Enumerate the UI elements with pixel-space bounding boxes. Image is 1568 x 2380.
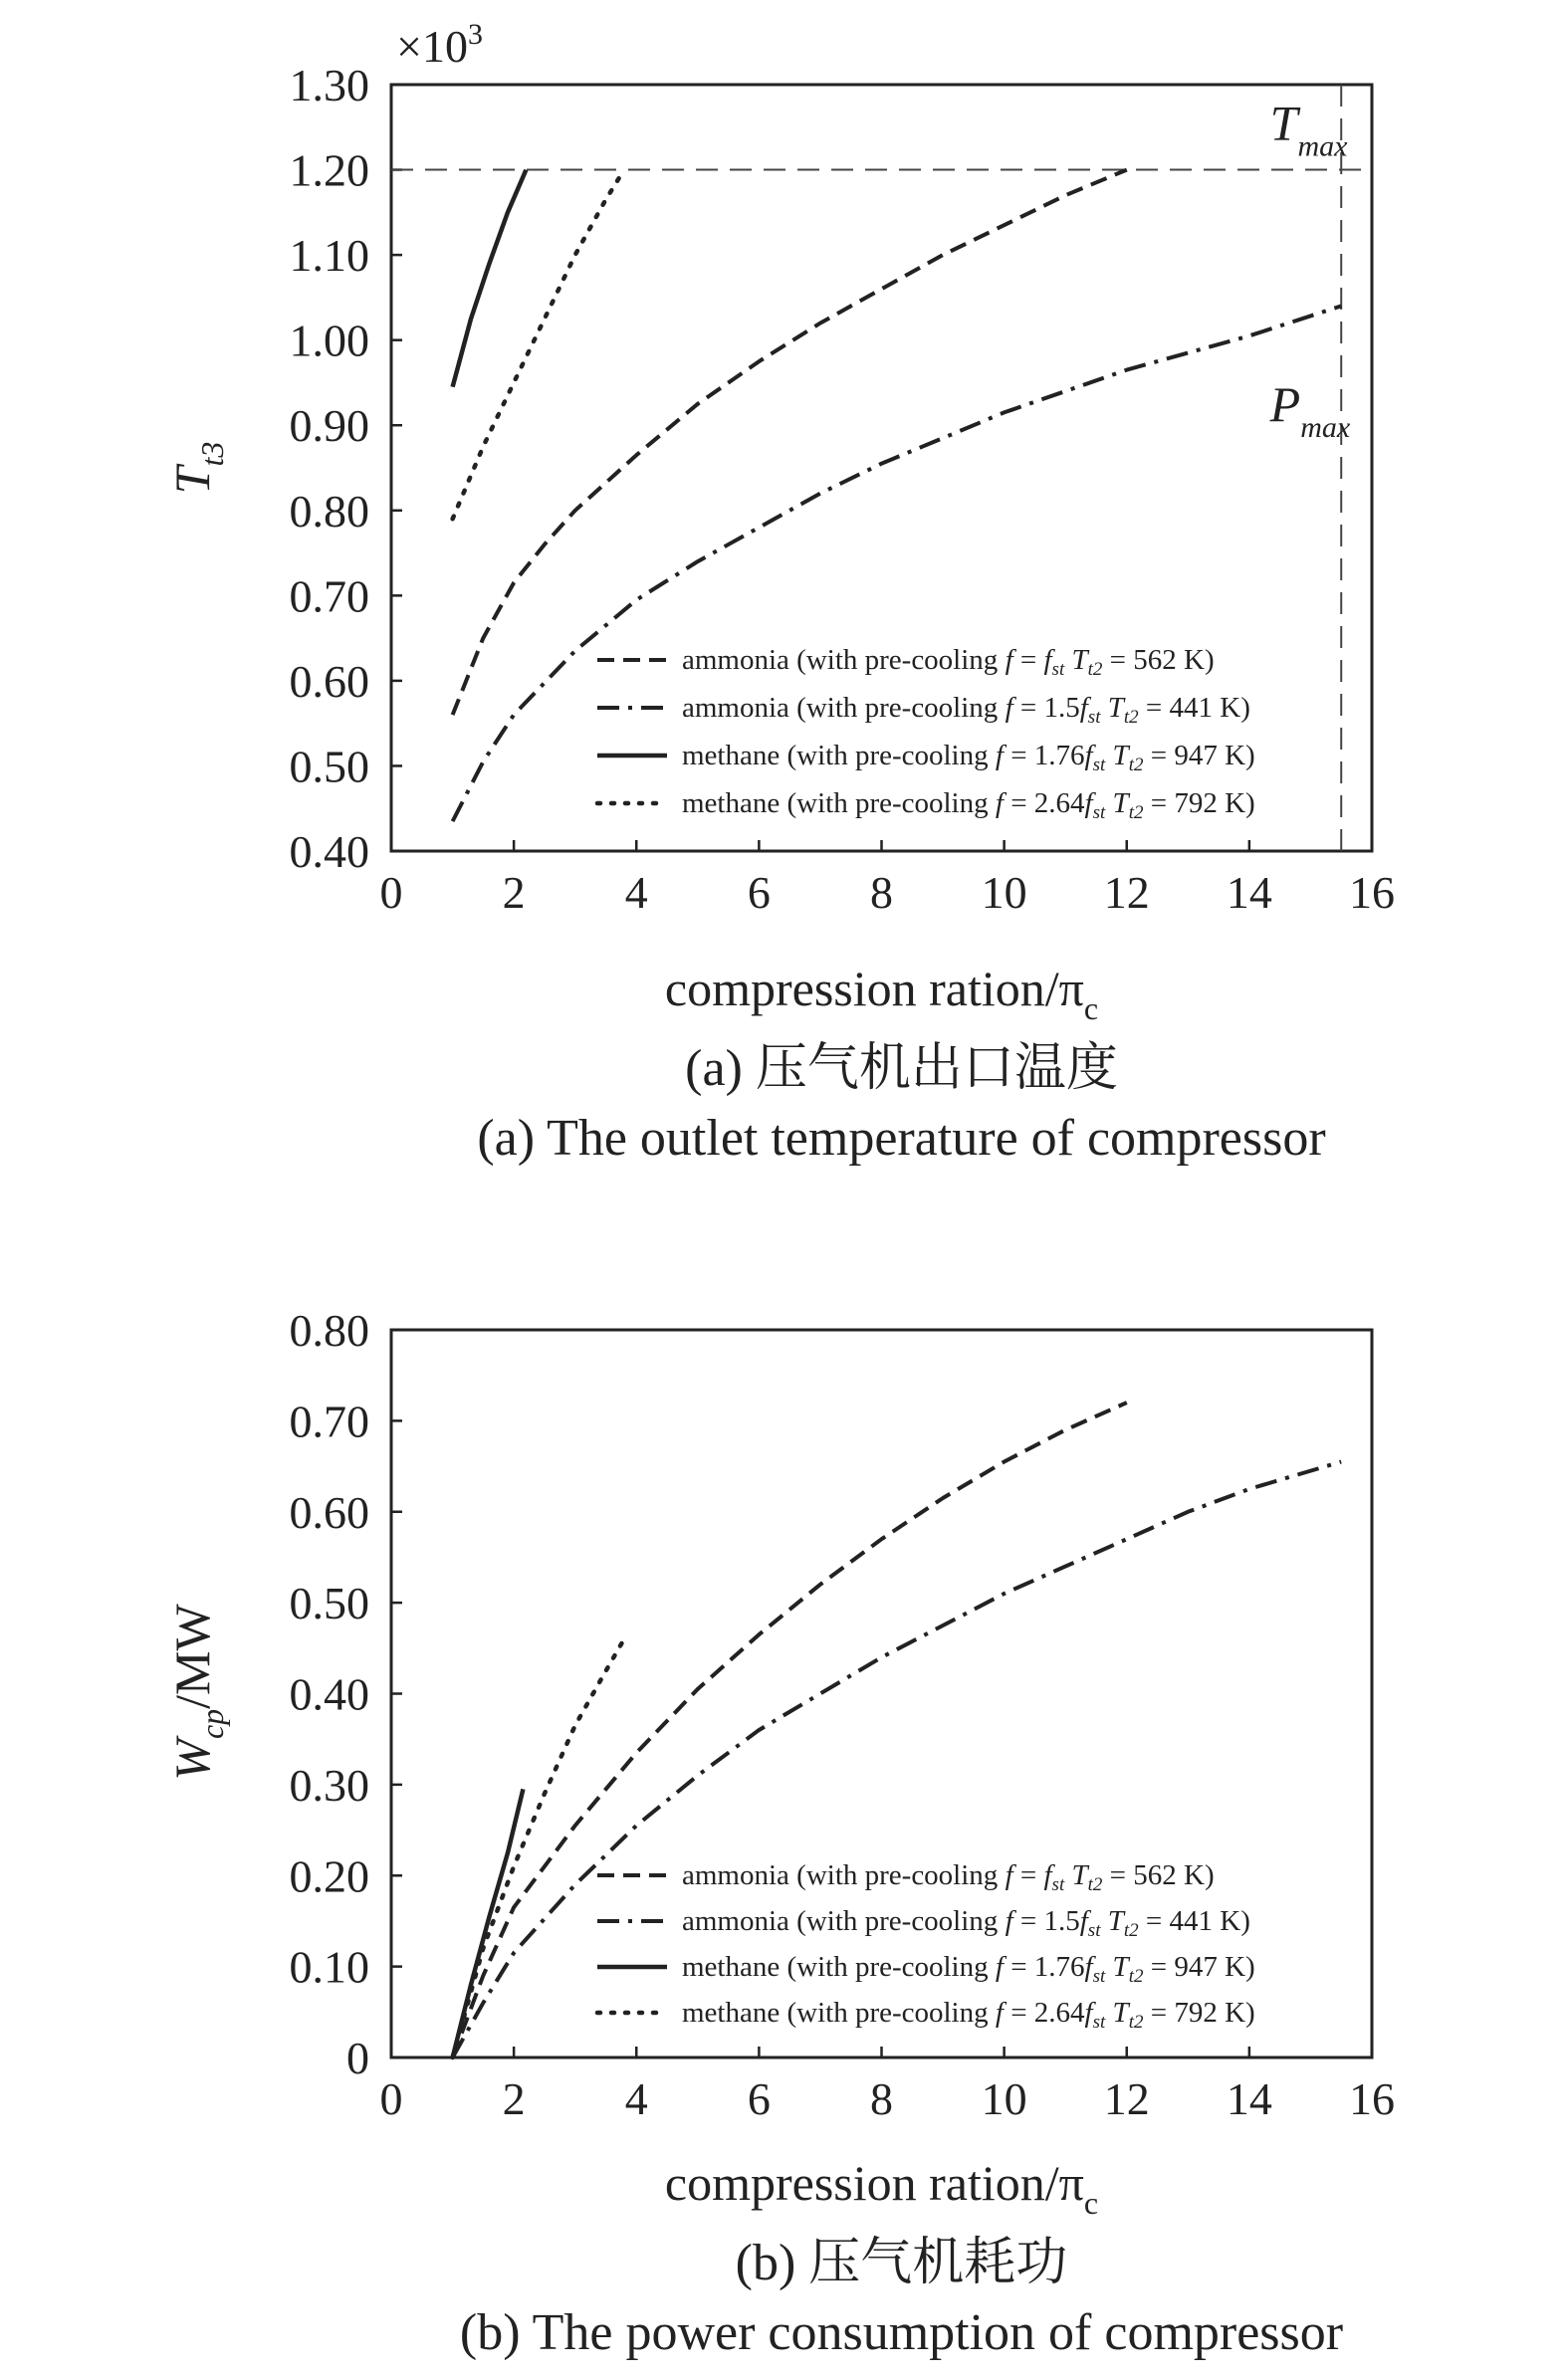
legend-coef: 1.5: [1043, 692, 1080, 724]
legend-f2: f: [1084, 740, 1093, 771]
legend-st-sub: st: [1092, 2012, 1106, 2033]
y-tick-label: 0.50: [289, 741, 369, 792]
annotation-tmax: [1270, 96, 1348, 163]
legend-coef: 2.64: [1033, 1997, 1085, 2029]
legend-prefix: ammonia (with pre-cooling: [682, 1905, 1006, 1937]
x-tick-label: 2: [502, 867, 526, 918]
legend-coef: 1.76: [1033, 740, 1085, 771]
annotation-pmax: [1269, 376, 1351, 444]
x-tick-label: 4: [624, 2073, 648, 2124]
legend-st-sub: st: [1087, 707, 1101, 728]
legend-prefix: methane (with pre-cooling: [682, 1997, 996, 2029]
x-tick-label: 2: [502, 2073, 526, 2124]
y-tick-label: 0.50: [289, 1578, 369, 1629]
y-tick-label: 0.70: [289, 570, 369, 622]
legend-eq: =: [1012, 1905, 1044, 1937]
y-axis-label-main: T: [164, 466, 220, 495]
legend-f: f: [1005, 1905, 1013, 1937]
legend-t2-sub: t2: [1128, 2012, 1144, 2033]
legend-f: f: [995, 740, 1004, 771]
legend-tail: = 947 K): [1143, 740, 1255, 771]
legend-t2-sub: t2: [1128, 802, 1144, 823]
x-tick-label: 10: [981, 2073, 1027, 2124]
caption-en: (a) The outlet temperature of compressor: [477, 1110, 1326, 1167]
x-axis-label-sub: c: [1083, 990, 1099, 1026]
legend-t: T: [1100, 692, 1124, 724]
legend-f2: f: [1043, 1859, 1052, 1891]
x-axis-label: [665, 961, 1098, 1026]
x-axis-label-main: compression ration/π: [664, 961, 1084, 1016]
legend-eq: =: [1003, 1951, 1034, 1983]
legend-f: f: [1005, 692, 1013, 724]
legend-entry-0: [682, 1859, 1215, 1895]
legend-st-sub: st: [1051, 1874, 1065, 1895]
legend-t: T: [1064, 1859, 1088, 1891]
legend-f2: f: [1079, 692, 1088, 724]
legend-t: T: [1105, 1951, 1129, 1983]
legend-f: f: [995, 1951, 1004, 1983]
legend-t: T: [1100, 1905, 1124, 1937]
legend-prefix: methane (with pre-cooling: [682, 740, 996, 771]
legend-eq: =: [1012, 644, 1044, 676]
y-axis-label-tail: /MW: [164, 1604, 220, 1709]
annotation-main: T: [1269, 95, 1298, 151]
series-line-3: [453, 1639, 624, 2057]
caption-zh: (b) 压气机耗功: [735, 2235, 1068, 2291]
legend-st-sub: st: [1087, 1920, 1101, 1941]
x-tick-label: 8: [870, 2073, 893, 2124]
legend-f2: f: [1043, 644, 1052, 676]
y-tick-label: 0.70: [289, 1396, 369, 1447]
series-line-2: [453, 170, 527, 387]
legend-eq: =: [1003, 787, 1034, 819]
x-axis-label-sub: c: [1083, 2185, 1099, 2221]
caption-en: (b) The power consumption of compressor: [459, 2304, 1344, 2361]
legend-t2-sub: t2: [1128, 1966, 1144, 1987]
y-axis-label: [164, 1603, 230, 1780]
legend-prefix: ammonia (with pre-cooling: [682, 1859, 1006, 1891]
legend-tail: = 441 K): [1138, 692, 1250, 724]
legend-eq: =: [1003, 740, 1034, 771]
legend-t2-sub: t2: [1128, 755, 1144, 775]
legend-st-sub: st: [1051, 659, 1065, 680]
legend-entry-1: [682, 692, 1250, 728]
y-multiplier-base: ×10: [396, 21, 468, 72]
legend-entry-0: [682, 644, 1215, 680]
legend-f2: f: [1084, 1997, 1093, 2029]
y-tick-label: 0.90: [289, 400, 369, 452]
x-tick-label: 12: [1103, 867, 1150, 918]
legend-f: f: [995, 1997, 1004, 2029]
legend-f2: f: [1084, 1951, 1093, 1983]
legend-prefix: ammonia (with pre-cooling: [682, 644, 1006, 676]
x-tick-label: 12: [1103, 2073, 1150, 2124]
legend-t: T: [1105, 1997, 1129, 2029]
legend-tail: = 792 K): [1143, 787, 1255, 819]
legend-st-sub: st: [1092, 755, 1106, 775]
caption-zh: (a) 压气机出口温度: [685, 1040, 1118, 1097]
legend-t: T: [1105, 787, 1129, 819]
y-tick-label: 0.80: [289, 485, 369, 537]
legend-entry-3: [682, 1997, 1255, 2033]
y-tick-label: 0: [346, 2033, 369, 2083]
y-tick-label: 1.20: [289, 144, 369, 196]
x-tick-label: 4: [624, 867, 648, 918]
legend-prefix: methane (with pre-cooling: [682, 787, 996, 819]
legend-coef: 1.5: [1043, 1905, 1080, 1937]
legend-entry-2: [682, 1951, 1255, 1987]
legend-prefix: ammonia (with pre-cooling: [682, 692, 1006, 724]
annotation-main: P: [1269, 375, 1301, 432]
y-tick-label: 0.10: [289, 1941, 369, 1993]
x-tick-label: 14: [1226, 2073, 1272, 2124]
x-tick-label: 6: [747, 867, 771, 918]
y-tick-label: 0.20: [289, 1850, 369, 1902]
legend-tail: = 792 K): [1143, 1997, 1255, 2029]
y-axis-label: [164, 442, 230, 495]
plot-frame: [391, 85, 1372, 851]
y-multiplier-exp: 3: [467, 18, 483, 51]
y-tick-label: 1.10: [289, 230, 369, 282]
x-tick-label: 6: [747, 2073, 771, 2124]
legend-entry-3: [682, 787, 1255, 823]
legend-f2: f: [1079, 1905, 1088, 1937]
y-multiplier: [396, 18, 483, 72]
legend-t2-sub: t2: [1087, 659, 1103, 680]
y-axis-label-sub: t3: [194, 441, 230, 467]
annotation-sub: max: [1300, 410, 1351, 444]
legend-eq: =: [1003, 1997, 1034, 2029]
legend-f: f: [1005, 644, 1013, 676]
legend-eq: =: [1012, 1859, 1044, 1891]
y-tick-label: 0.80: [289, 1305, 369, 1356]
x-tick-label: 14: [1226, 867, 1272, 918]
y-tick-label: 0.60: [289, 1486, 369, 1538]
series-line-0: [453, 170, 1127, 716]
legend-eq: =: [1012, 692, 1044, 724]
y-axis-label-sub: cp: [194, 1708, 230, 1740]
x-tick-label: 0: [379, 2073, 403, 2124]
y-tick-label: 0.40: [289, 1668, 369, 1720]
legend-entry-1: [682, 1905, 1250, 1941]
legend-tail: = 562 K): [1102, 644, 1215, 676]
x-axis-label: [665, 2155, 1098, 2221]
legend-f: f: [1005, 1859, 1013, 1891]
x-tick-label: 0: [379, 867, 403, 918]
legend-coef: 2.64: [1033, 787, 1085, 819]
annotation-sub: max: [1297, 129, 1348, 163]
legend-t: T: [1064, 644, 1088, 676]
legend-prefix: methane (with pre-cooling: [682, 1951, 996, 1983]
y-tick-label: 1.00: [289, 315, 369, 366]
x-tick-label: 16: [1349, 2073, 1395, 2124]
legend-tail: = 562 K): [1102, 1859, 1215, 1891]
y-tick-label: 0.30: [289, 1759, 369, 1811]
legend-st-sub: st: [1092, 1966, 1106, 1987]
y-tick-label: 1.30: [289, 60, 369, 110]
legend-f2: f: [1084, 787, 1093, 819]
legend-t: T: [1105, 740, 1129, 771]
series-line-3: [453, 170, 624, 520]
x-tick-label: 8: [870, 867, 893, 918]
x-tick-label: 16: [1349, 867, 1395, 918]
legend-t2-sub: t2: [1123, 707, 1139, 728]
legend-t2-sub: t2: [1123, 1920, 1139, 1941]
legend-f: f: [995, 787, 1004, 819]
legend-tail: = 441 K): [1138, 1905, 1250, 1937]
legend-t2-sub: t2: [1087, 1874, 1103, 1895]
y-tick-label: 0.60: [289, 655, 369, 707]
plot-frame: [391, 1330, 1372, 2057]
legend-tail: = 947 K): [1143, 1951, 1255, 1983]
chart-b: [164, 1305, 1395, 2361]
y-tick-label: 0.40: [289, 826, 369, 877]
x-tick-label: 10: [981, 867, 1027, 918]
y-axis-label-main: W: [164, 1739, 220, 1781]
legend-entry-2: [682, 740, 1255, 775]
legend-st-sub: st: [1092, 802, 1106, 823]
legend-coef: 1.76: [1033, 1951, 1085, 1983]
x-axis-label-main: compression ration/π: [664, 2155, 1084, 2211]
chart-a: [164, 18, 1395, 1167]
